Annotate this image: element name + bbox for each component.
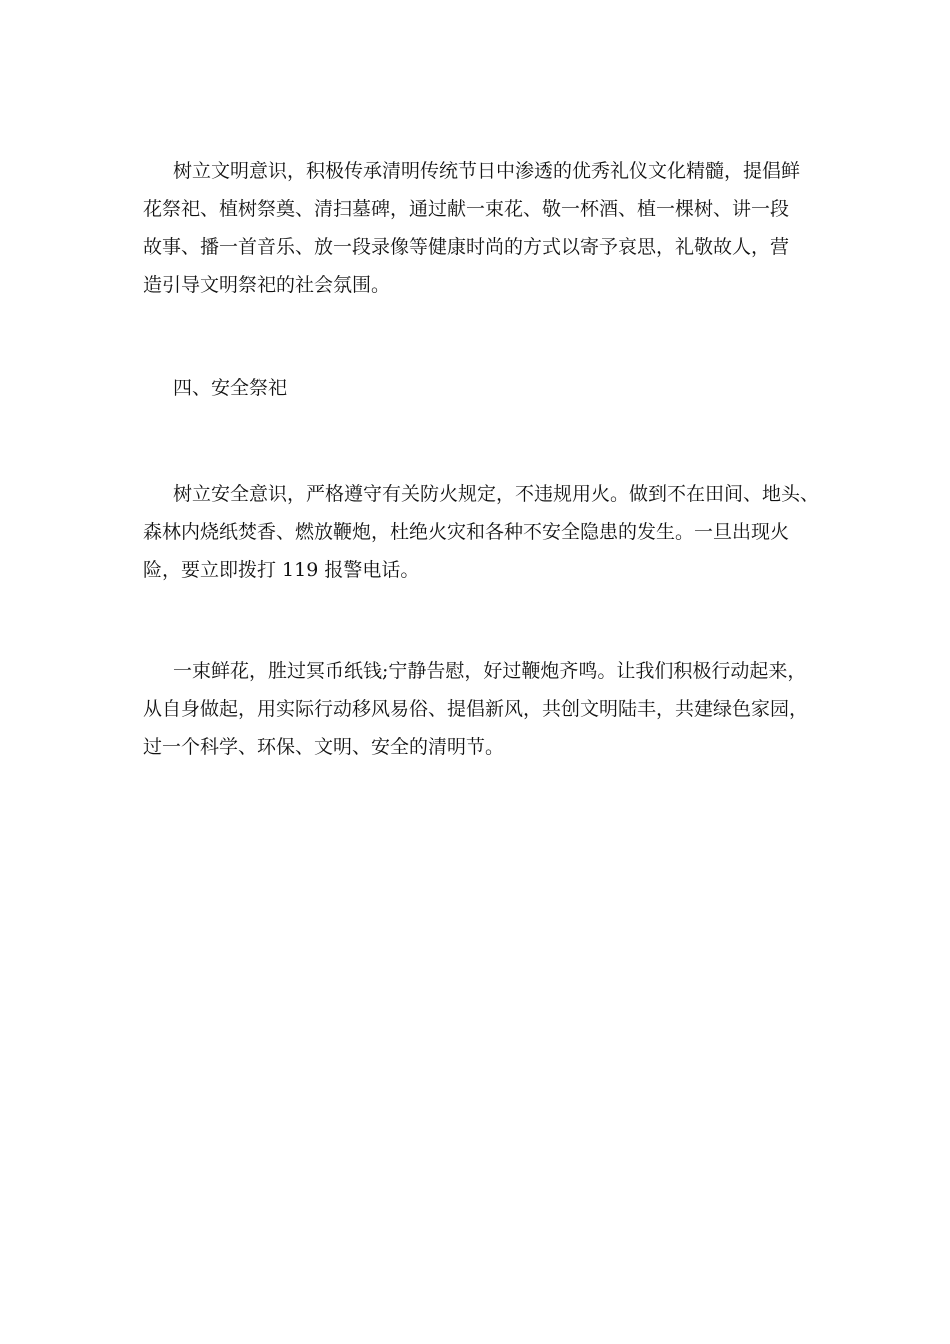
paragraph-line: 一束鲜花，胜过冥币纸钱;宁静告慰，好过鞭炮齐鸣。让我们积极行动起来， bbox=[173, 660, 807, 682]
paragraph-line: 从自身做起，用实际行动移风易俗、提倡新风，共创文明陆丰，共建绿色家园， bbox=[143, 698, 809, 720]
paragraph-closing-appeal bbox=[143, 652, 813, 766]
paragraph-line: 过一个科学、环保、文明、安全的清明节。 bbox=[143, 736, 505, 758]
paragraph-line: 花祭祀、植树祭奠、清扫墓碑，通过献一束花、敬一杯酒、植一棵树、讲一段 bbox=[143, 198, 790, 220]
paragraph-line: 造引导文明祭祀的社会氛围。 bbox=[143, 274, 391, 296]
paragraph-line: 树立文明意识，积极传承清明传统节日中渗透的优秀礼仪文化精髓，提倡鲜 bbox=[173, 160, 801, 182]
section-heading-text: 四、安全祭祀 bbox=[173, 377, 288, 399]
paragraph-line: 故事、播一首音乐、放一段录像等健康时尚的方式以寄予哀思，礼敬故人，营 bbox=[143, 236, 790, 258]
paragraph-civilized-awareness bbox=[143, 152, 813, 304]
section-heading-safe-worship bbox=[143, 369, 813, 407]
paragraph-safety-awareness bbox=[143, 475, 820, 589]
paragraph-line: 险，要立即拨打 119 报警电话。 bbox=[143, 559, 420, 581]
paragraph-line: 树立安全意识，严格遵守有关防火规定，不违规用火。做到不在田间、地头、 bbox=[173, 483, 820, 505]
paragraph-line: 森林内烧纸焚香、燃放鞭炮，杜绝火灾和各种不安全隐患的发生。一旦出现火 bbox=[143, 521, 790, 543]
